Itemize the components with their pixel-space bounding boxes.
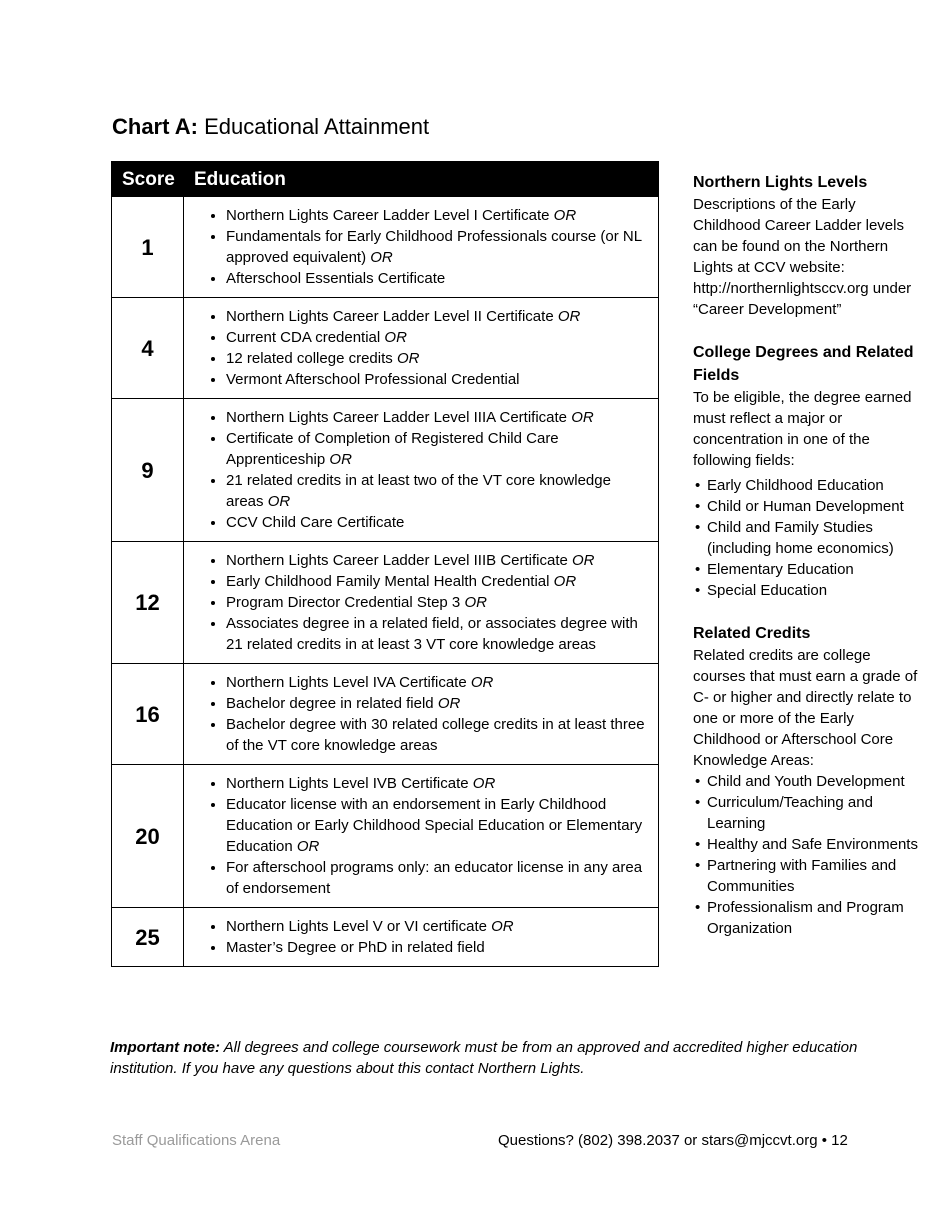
education-item-text: For afterschool programs only: an educator license in any area of endorsement — [226, 859, 643, 897]
education-item-text: Master’s Degree or PhD in related field — [226, 939, 485, 956]
credits-list — [693, 771, 918, 939]
education-cell — [184, 542, 659, 664]
table-row — [112, 765, 659, 908]
list-item — [226, 937, 650, 958]
list-item — [226, 369, 650, 390]
or-conjunction: OR — [553, 573, 577, 590]
score-column-header: Score — [112, 162, 184, 197]
list-item — [226, 327, 650, 348]
education-cell — [184, 298, 659, 399]
or-conjunction: OR — [553, 207, 577, 224]
list-item — [226, 268, 650, 289]
list-item — [226, 613, 650, 655]
list-item — [226, 470, 650, 512]
education-item-text: CCV Child Care Certificate — [226, 514, 405, 531]
education-column-header: Education — [184, 162, 659, 197]
table-row — [112, 664, 659, 765]
education-cell — [184, 197, 659, 298]
education-list — [184, 916, 650, 958]
list-item — [226, 428, 650, 470]
list-item — [226, 205, 650, 226]
score-cell: 25 — [112, 908, 184, 967]
footer-document-title: Staff Qualifications Arena — [112, 1132, 281, 1149]
sidebar — [693, 171, 918, 960]
education-list — [184, 672, 650, 756]
table-row — [112, 298, 659, 399]
important-note-text: All degrees and college coursework must be from an approved and accredited higher education institution. If you have any questions about this contact Northern Lights. — [110, 1039, 858, 1077]
college-degrees-section — [693, 341, 918, 601]
list-item: • Special Education — [693, 580, 918, 601]
levels-body: Descriptions of the Early Childhood Career Ladder levels can be found on the Northern Lights at CCV website: http://northernlightsccv.org under “Career Development” — [693, 196, 912, 318]
education-item-text: Northern Lights Level IVB Certificate — [226, 775, 473, 792]
or-conjunction: OR — [384, 329, 407, 346]
list-item: • Early Childhood Education — [693, 475, 918, 496]
score-cell: 12 — [112, 542, 184, 664]
degrees-list — [693, 475, 918, 601]
education-item-text: 21 related credits in at least two of the VT core knowledge areas — [226, 472, 611, 510]
education-item-text: Vermont Afterschool Professional Credential — [226, 371, 520, 388]
list-item — [226, 226, 650, 268]
list-item — [226, 773, 650, 794]
list-item — [226, 794, 650, 857]
important-note — [110, 1037, 910, 1079]
or-conjunction: OR — [571, 409, 594, 426]
education-item-text: Northern Lights Level V or VI certificate — [226, 918, 492, 935]
education-item-text: Northern Lights Career Ladder Level I Certificate — [226, 207, 554, 224]
list-item — [226, 916, 650, 937]
footer-contact: Questions? (802) 398.2037 or stars@mjccvt.org • 12 — [498, 1132, 848, 1149]
table-row — [112, 399, 659, 542]
table-header-row — [112, 162, 659, 197]
page-title-prefix: Chart A: — [112, 114, 198, 139]
or-conjunction: OR — [557, 308, 581, 325]
list-item — [226, 407, 650, 428]
score-cell: 1 — [112, 197, 184, 298]
education-item-text: Northern Lights Career Ladder Level IIIB Certificate — [226, 552, 573, 569]
list-item: • Child or Human Development — [693, 496, 918, 517]
education-item-text: Early Childhood Family Mental Health Credential — [226, 573, 554, 590]
education-list — [184, 550, 650, 655]
education-list — [184, 773, 650, 899]
or-conjunction: OR — [370, 249, 393, 266]
list-item — [226, 672, 650, 693]
or-conjunction: OR — [491, 918, 514, 935]
list-item: • Curriculum/Teaching and Learning — [693, 792, 918, 834]
credits-heading: Related Credits — [693, 625, 811, 642]
list-item — [226, 550, 650, 571]
list-item: • Partnering with Families and Communities — [693, 855, 918, 897]
education-item-text: Program Director Credential Step 3 — [226, 594, 465, 611]
page-title — [112, 113, 429, 141]
list-item — [226, 857, 650, 899]
list-item: • Child and Youth Development — [693, 771, 918, 792]
list-item: • Child and Family Studies (including home economics) — [693, 517, 918, 559]
list-item — [226, 693, 650, 714]
list-item — [226, 348, 650, 369]
education-list — [184, 407, 650, 533]
or-conjunction: OR — [329, 451, 352, 468]
or-conjunction: OR — [572, 552, 595, 569]
education-item-text: Northern Lights Career Ladder Level II Certificate — [226, 308, 558, 325]
score-cell: 4 — [112, 298, 184, 399]
list-item — [226, 714, 650, 756]
important-note-label: Important note: — [110, 1039, 220, 1056]
or-conjunction: OR — [464, 594, 487, 611]
list-item — [226, 512, 650, 533]
degrees-body: To be eligible, the degree earned must reflect a major or concentration in one of the following fields: — [693, 389, 912, 469]
score-cell: 16 — [112, 664, 184, 765]
list-item: • Healthy and Safe Environments — [693, 834, 918, 855]
education-item-text: Northern Lights Level IVA Certificate — [226, 674, 471, 691]
educational-attainment-table — [111, 161, 659, 967]
score-cell: 9 — [112, 399, 184, 542]
or-conjunction: OR — [296, 838, 320, 855]
list-item: • Elementary Education — [693, 559, 918, 580]
education-cell — [184, 765, 659, 908]
or-conjunction: OR — [470, 674, 494, 691]
table-row — [112, 197, 659, 298]
related-credits-section — [693, 622, 918, 939]
education-item-text: Northern Lights Career Ladder Level IIIA Certificate — [226, 409, 572, 426]
table-row — [112, 542, 659, 664]
education-item-text: 12 related college credits — [226, 350, 397, 367]
credits-body: Related credits are college courses that must earn a grade of C- or higher and directly relate to one or more of the Early Childhood or Afterschool Core Knowledge Areas: — [693, 647, 918, 769]
education-list — [184, 306, 650, 390]
education-item-text: Certificate of Completion of Registered Child Care Apprenticeship — [226, 430, 559, 468]
education-item-text: Fundamentals for Early Childhood Professionals course (or NL approved equivalent) — [226, 228, 642, 266]
education-item-text: Bachelor degree in related field — [226, 695, 438, 712]
education-item-text: Current CDA credential — [226, 329, 385, 346]
or-conjunction: OR — [437, 695, 461, 712]
education-item-text: Associates degree in a related field, or associates degree with 21 related credits in at least 3 VT core knowledge areas — [226, 615, 638, 653]
score-cell: 20 — [112, 765, 184, 908]
table-row — [112, 908, 659, 967]
education-list — [184, 205, 650, 289]
education-cell — [184, 664, 659, 765]
degrees-heading: College Degrees and Related Fields — [693, 344, 914, 384]
northern-lights-levels-section — [693, 171, 918, 320]
education-cell — [184, 908, 659, 967]
education-item-text: Afterschool Essentials Certificate — [226, 270, 446, 287]
list-item — [226, 306, 650, 327]
table-body — [112, 197, 659, 967]
list-item — [226, 592, 650, 613]
education-item-text: Educator license with an endorsement in Early Childhood Education or Early Childhood Special Education or Elementary Education — [226, 796, 643, 855]
page-title-text: Educational Attainment — [204, 114, 430, 139]
or-conjunction: OR — [472, 775, 496, 792]
education-item-text: Bachelor degree with 30 related college credits in at least three of the VT core knowledge areas — [226, 716, 645, 754]
list-item — [226, 571, 650, 592]
or-conjunction: OR — [396, 350, 420, 367]
list-item: • Professionalism and Program Organization — [693, 897, 918, 939]
levels-heading: Northern Lights Levels — [693, 174, 868, 191]
or-conjunction: OR — [267, 493, 291, 510]
education-cell — [184, 399, 659, 542]
